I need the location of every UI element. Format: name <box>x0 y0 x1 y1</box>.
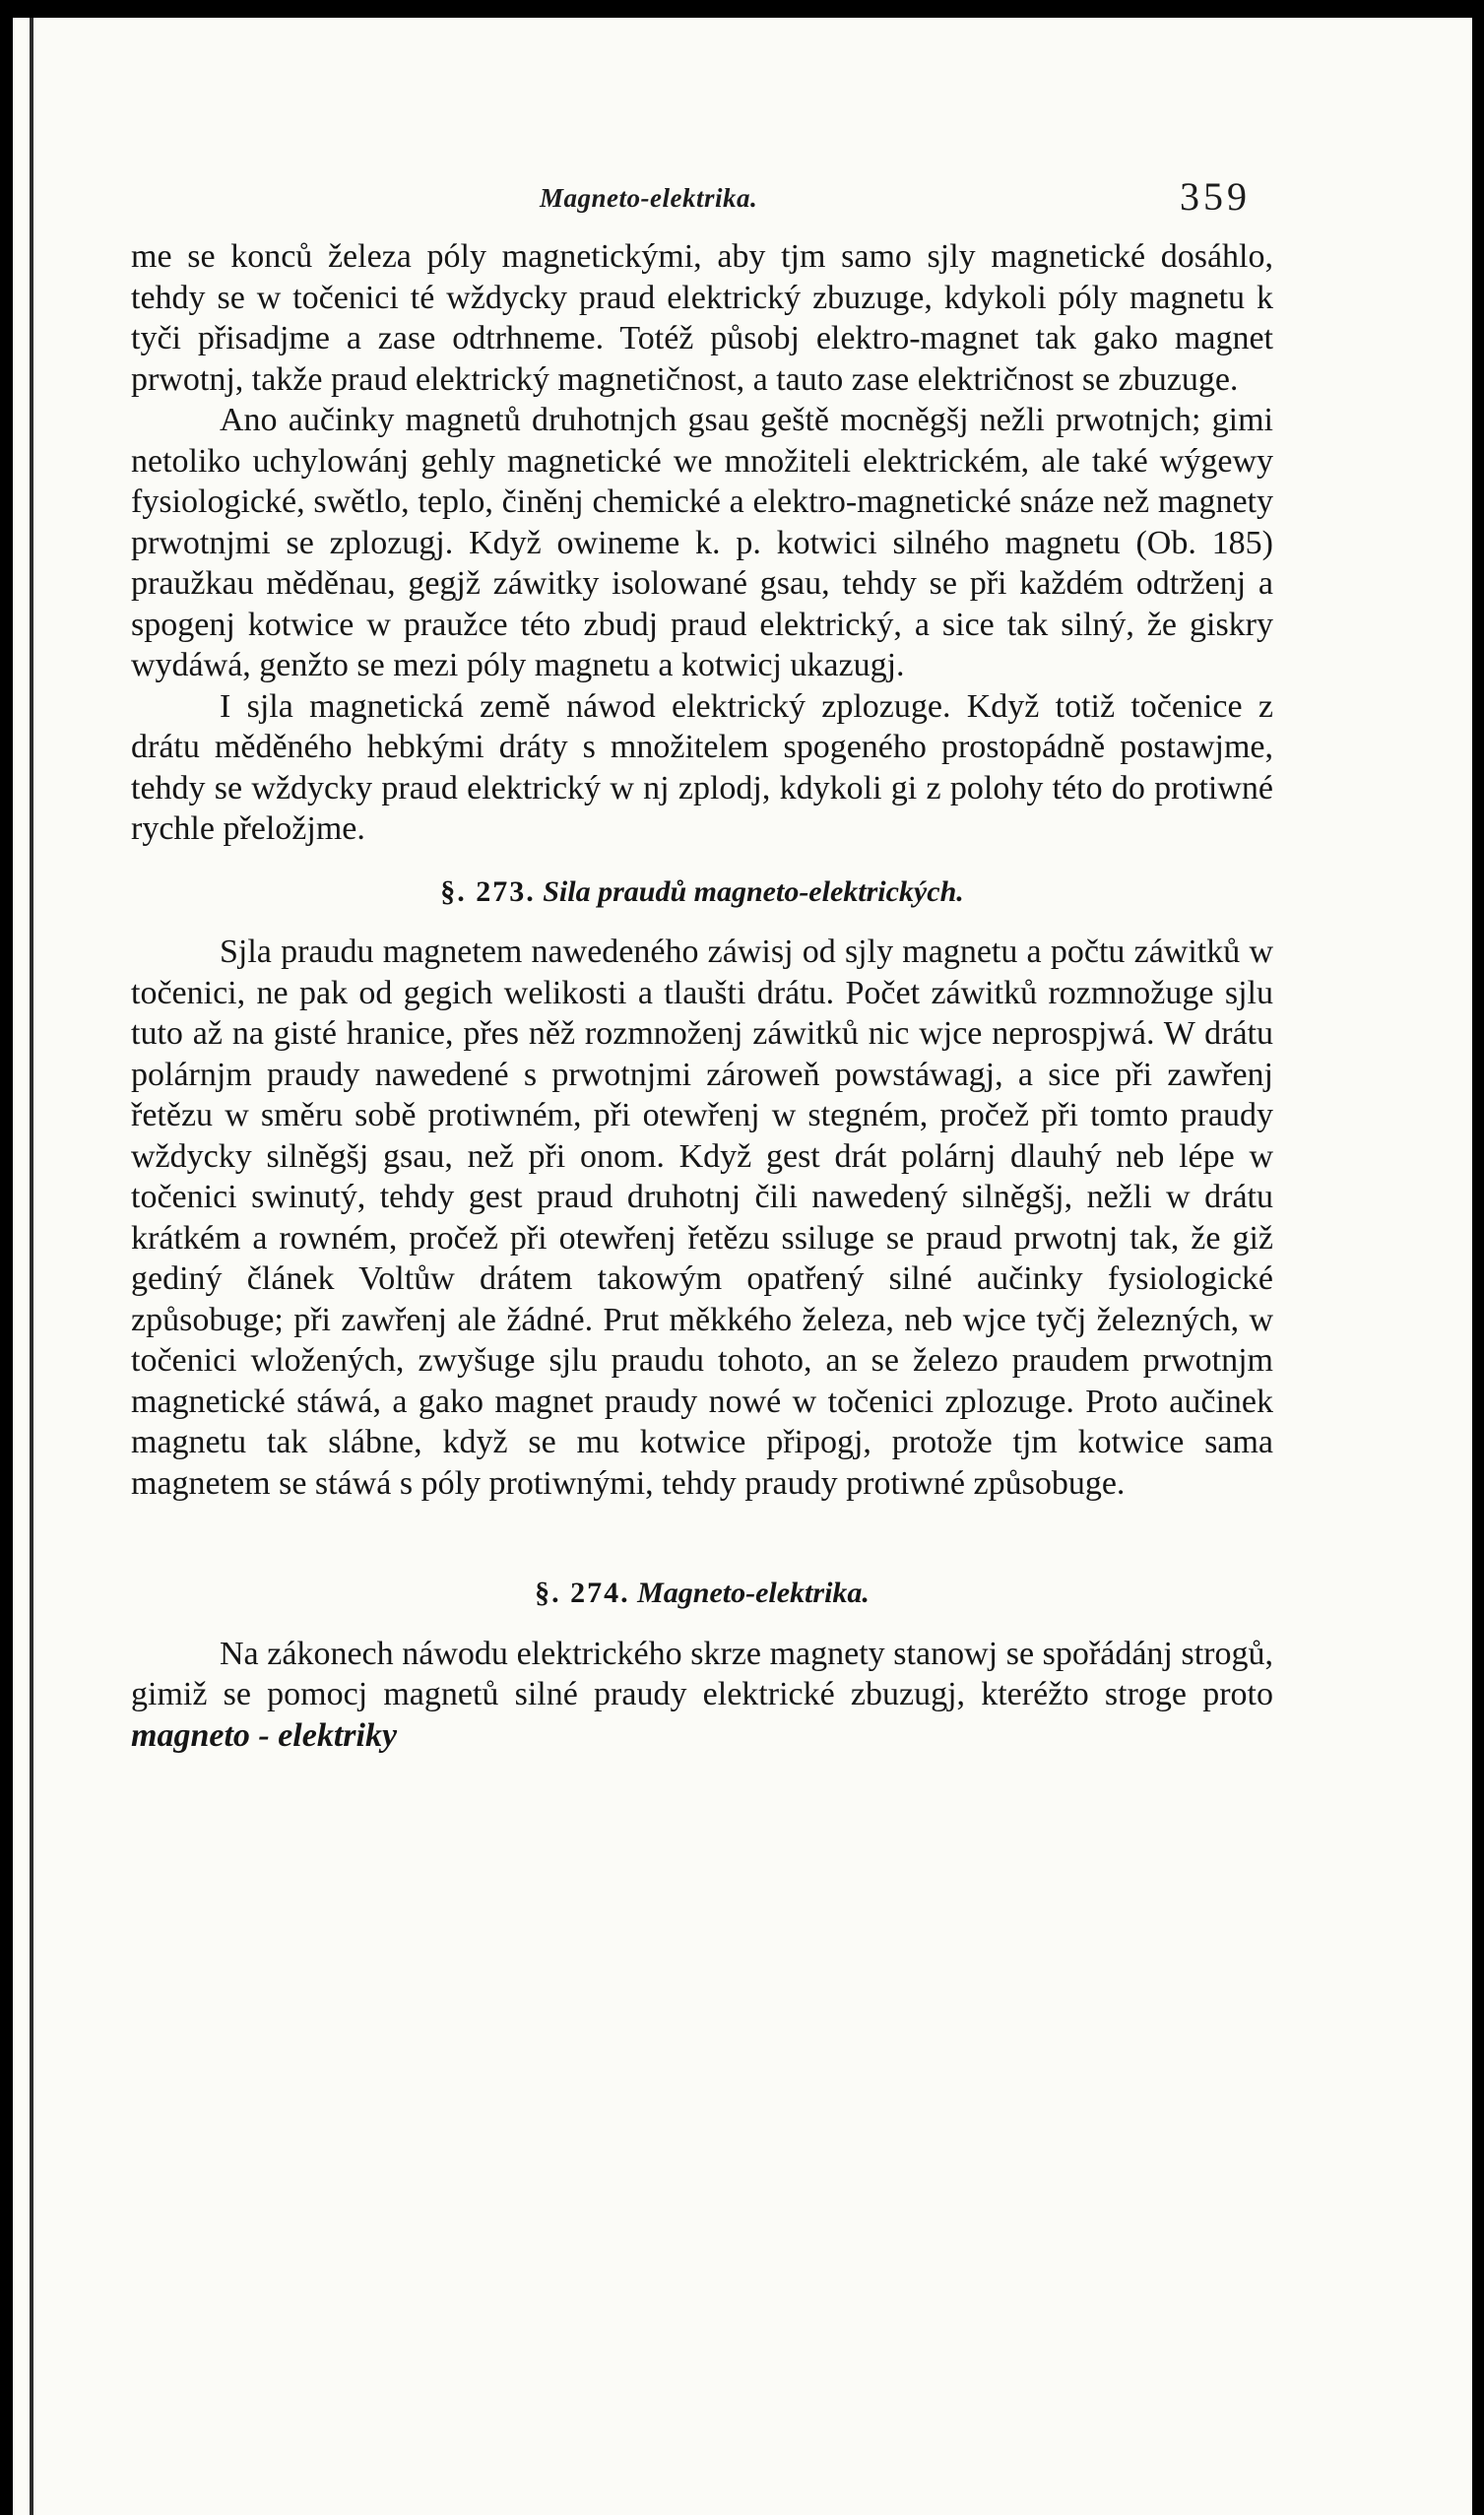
section-title: Magneto-elektrika. <box>637 1577 870 1609</box>
page-gutter-line <box>30 18 33 2515</box>
emphasized-term: magneto - elektriky <box>131 1716 398 1754</box>
paragraph: Sjla praudu magnetem nawedeného záwisj od sjly magnetu a počtu záwitků w točenici, ne pak od gegich welikosti a tlaušti drátu. Počet záwitků rozmnožuge sjlu tuto až na gisté hranice, přes něž rozmnoženj záwitků nic wjce neprospjwá. W drátu polárnjm praudy nawedené s prwotnjmi zároweň powstáwagj, a sice při zawřenj řetězu w směru sobě protiwném, při otewřenj w stegném, pročež při tomto praudy wždycky silněgšj gsau, než při onom. Když gest drát polárnj dlauhý neb lépe w točenici swinutý, tehdy gest praud druhotnj čili nawedený silněgšj, nežli w drátu krátkém a rowném, pročež při otewřenj řetězu ssiluge se praud prwotnj tak, že giž gediný článek Voltůw drátem takowým opatřený silné aučinky fysiologické způsobuge; při zawřenj ale žádné. Prut měkkého železa, neb wjce tyčj železných, w točenici wložených, zwyšuge sjlu praudu tohoto, an se železo praudem prwotnjm magnetické stáwá, a gako magnet praudy nowé w točenici zplozuge. Proto aučinek magnetu tak slábne, když se mu kotwice připogj, protože tjm kotwice sama magnetem se stáwá s póly protiwnými, tehdy praudy protiwné způsobuge. <box>131 934 1273 1502</box>
paragraph: I sjla magnetická země náwod elektrický zplozuge. Když totiž točenice z drátu měděného hebkými dráty s množitelem spogeného prostopádně postawjme, tehdy se wždycky praud elektrický w nj zplodj, kdykoli gi z polohy této do protiwné rychle přeložjme. <box>131 687 1273 847</box>
section-heading-273 <box>131 871 1273 913</box>
page-header <box>13 165 1472 225</box>
paragraph: Ano aučinky magnetů druhotnjch gsau geště mocněgšj nežli prwotnjch; gimi netoliko uchylowánj gehly magnetické we množiteli elektrickém, ale také wýgewy fysiologické, swětlo, teplo, činěnj chemické a elektro-magnetické snáze než magnety prwotnjmi se zplozugj. Když owineme k. p. kotwici silného magnetu (Ob. 185) praužkau měděnau, gegjž záwitky isolowané gsau, tehdy se při každém odtrženj a spogenj kotwice w praužce této zbudj praud elektrický, a sice tak silný, že giskry wydáwá, genžto se mezi póly magnetu a kotwicj ukazugj. <box>131 402 1273 683</box>
section-number: §. 274. <box>535 1577 630 1609</box>
paragraph-continued: me se konců železa póly magnetickými, aby tjm samo sjly magnetické dosáhlo, tehdy se w točenici té wždycky praud elektrický zbuzuge, kdykoli póly magnetu k tyči přisadjme a zase odtrhneme. Totéž působj elektro-magnet tak gako magnet prwotnj, takže praud elektrický magnetičnost, a tauto zase električnost se zbuzuge. <box>131 238 1273 398</box>
section-title: Sila praudů magneto-elektrických. <box>543 874 964 908</box>
running-title: Magneto-elektrika. <box>540 183 758 213</box>
section-number: §. 273. <box>440 874 536 908</box>
paragraph-text: Na zákonech náwodu elektrického skrze magnety stanowj se spořádánj strogů, gimiž se pomocj magnetů silné praudy elektrické zbuzugj, kteréžto stroge proto <box>131 1635 1273 1712</box>
page-number: 359 <box>1180 174 1251 219</box>
paragraph <box>131 1634 1273 1757</box>
section-heading-274 <box>131 1573 1273 1614</box>
body-text <box>131 236 1273 1756</box>
